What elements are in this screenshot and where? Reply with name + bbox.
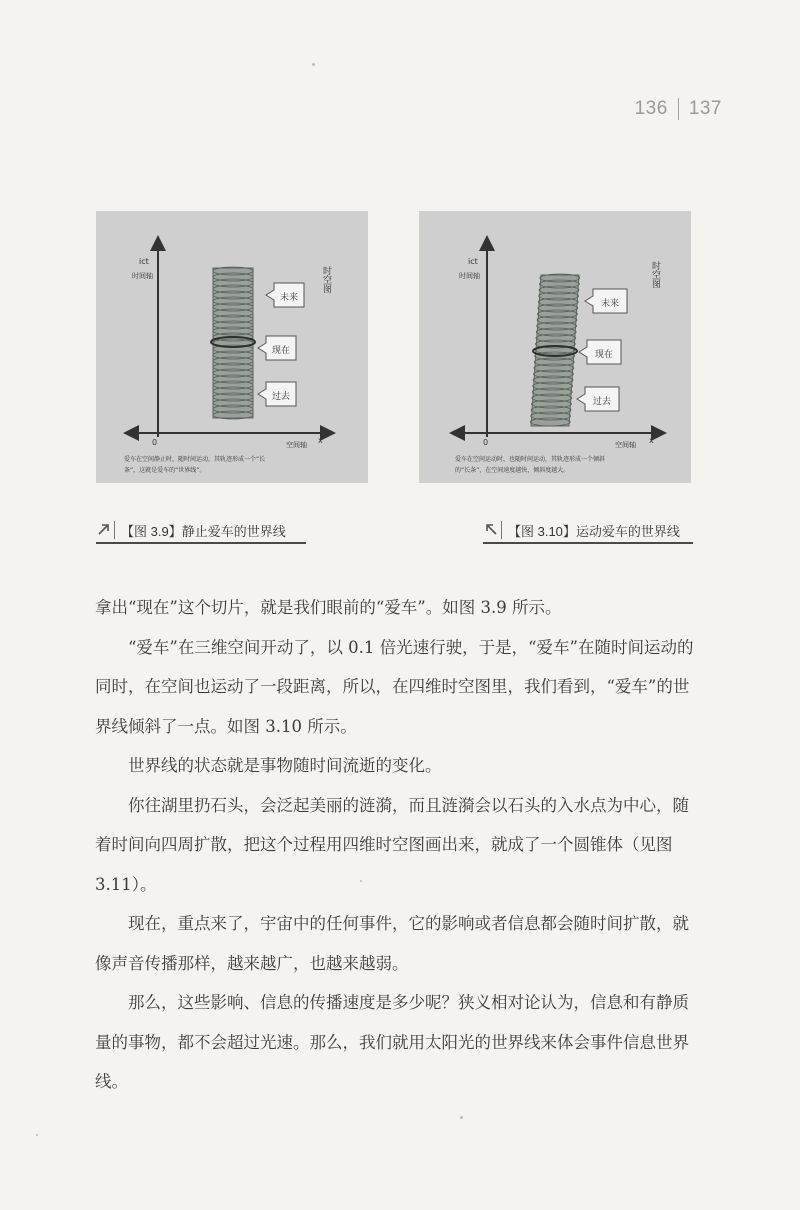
page-number-left: 136 [634, 98, 668, 120]
axis-time-label: 时间轴 [132, 272, 153, 280]
svg-text:现在: 现在 [594, 350, 614, 360]
paragraph: 你往湖里扔石头，会泛起美丽的涟漪，而且涟漪会以石头的入水点为中心，随着时间向四周扩散，把这个过程用四维时空图画出来，就成了一个圆锥体（见图 3.11）。 [95, 795, 689, 894]
figure-3-10 [419, 211, 691, 483]
paragraph: 世界线的状态就是事物随时间流逝的变化。 [128, 756, 442, 775]
body-text [95, 588, 705, 1102]
axis-x-label: x [318, 436, 323, 445]
scan-speck [460, 1116, 463, 1119]
callout-future [585, 289, 627, 313]
page-number-divider [678, 98, 679, 120]
figure-note-line1: 爱车在空间静止时，随时间运动，其轨迹形成一个“长 [124, 456, 266, 463]
paragraph: “爱车”在三维空间开动了，以 0.1 倍光速行驶，于是，“爱车”在随时间运动的同时，在空间也运动了一段距离，所以，在四维时空图里，我们看到，“爱车”的世界线倾斜了一点。如图 3.10 所示。 [95, 637, 694, 736]
spacetime-diagram-static [96, 211, 368, 483]
spacetime-title: 时空图 [650, 261, 660, 288]
axis-time-label: 时间轴 [459, 272, 480, 280]
figure-note-line2: 条”，这就是爱车的“世界线”。 [124, 467, 206, 474]
svg-text:现在: 现在 [271, 346, 291, 356]
origin-label: 0 [152, 438, 158, 447]
figure-note-line1: 爱车在空间运动时，也随时间运动，其轨迹形成一个倾斜 [455, 456, 606, 463]
paragraph: 现在，重点来了，宇宙中的任何事件，它的影响或者信息都会随时间扩散，就像声音传播那样，越来越广，也越来越弱。 [95, 914, 689, 973]
spacetime-diagram-moving [419, 211, 691, 483]
axis-x-label: x [649, 436, 654, 445]
spacetime-title: 时空图 [321, 266, 331, 293]
scan-speck [36, 1134, 38, 1136]
paragraph: 拿出“现在”这个切片，就是我们眼前的“爱车”。如图 3.9 所示。 [95, 598, 562, 617]
worldline-column [211, 267, 255, 419]
axis-ict-label: ict [468, 257, 478, 266]
paragraph: 那么，这些影响、信息的传播速度是多少呢？狭义相对论认为，信息和有静质量的事物，都不会超过光速。那么，我们就用太阳光的世界线来体会事件信息世界线。 [95, 993, 689, 1091]
figure-3-9 [96, 211, 368, 483]
caption-number: 【图 3.9】 [121, 523, 182, 539]
axis-space-label: 空间轴 [286, 441, 307, 449]
page-numbers [635, 98, 722, 120]
callout-now [258, 336, 296, 360]
caption-title: 运动爱车的世界线 [575, 523, 680, 539]
scan-speck [360, 880, 362, 882]
svg-text:未来: 未来 [600, 299, 620, 309]
arrow-up-right-icon [96, 521, 115, 539]
callout-future [266, 283, 304, 307]
figure-note-line2: 的“长条”，在空间速度越快，倾斜度越大。 [455, 467, 570, 474]
callout-past [577, 387, 619, 411]
scan-speck [312, 63, 315, 66]
svg-text:过去: 过去 [271, 392, 291, 402]
worldline-column-tilted [530, 274, 580, 426]
page-number-right: 137 [688, 98, 722, 120]
axis-ict-label: ict [139, 257, 149, 266]
caption-number: 【图 3.10】 [508, 523, 576, 539]
origin-label: 0 [483, 438, 489, 447]
figure-caption-3-10 [483, 518, 693, 544]
caption-title: 静止爱车的世界线 [181, 523, 286, 539]
arrow-up-left-icon [483, 521, 502, 539]
figure-caption-3-9 [96, 518, 306, 544]
axis-space-label: 空间轴 [615, 441, 636, 449]
callout-past [258, 382, 296, 406]
svg-text:过去: 过去 [592, 397, 612, 407]
callout-now [579, 340, 621, 364]
svg-text:未来: 未来 [279, 293, 299, 303]
